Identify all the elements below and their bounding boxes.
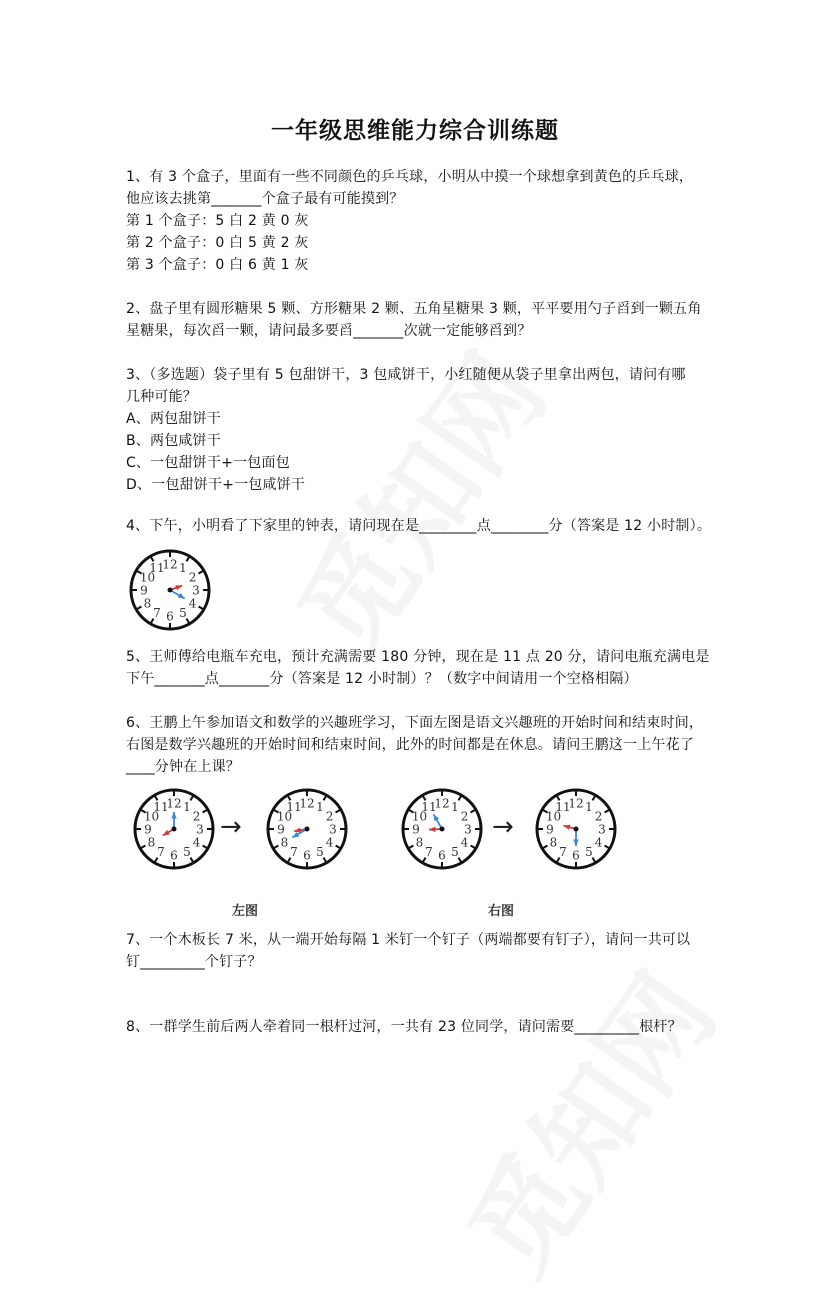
clock-numeral: 4 [192,835,201,850]
question-text: 2、盘子里有圆形糖果 5 颗、方形糖果 2 颗、五角星糖果 3 颗，平平要用勺子舀到一颗五角 [126,301,702,317]
question-text: 第 2 个盒子：0 白 5 黄 2 灰 [126,235,309,251]
question-text: 他应该去挑第_______个盒子最有可能摸到？ [126,191,404,207]
arrow-icon: → [220,812,242,842]
clock-image [132,787,216,871]
clock-image [534,787,618,871]
clock-numeral: 4 [188,596,197,611]
clock-center [440,827,445,832]
clock-numeral: 3 [329,822,337,837]
clock-numeral: 4 [460,835,469,850]
clock-numeral: 2 [325,809,334,824]
question-text: 4、下午，小明看了下家里的钟表，请问现在是________点________分（答案是 12 小时制）。 [126,518,712,534]
clock-numeral: 5 [585,845,593,860]
clock-numeral: 2 [192,809,201,824]
question-text: 5、王师傅给电瓶车充电，预计充满需要 180 分钟，现在是 11 点 20 分，请问电瓶充满电是 [126,649,710,665]
clock-numeral: 9 [277,822,285,837]
clock-numeral: 2 [460,809,469,824]
clock-numeral: 7 [153,606,161,621]
option-c: C、一包甜饼干+一包面包 [126,455,290,471]
clock-numeral: 6 [303,848,311,863]
question-text: 8、一群学生前后两人牵着同一根杆过河，一共有 23 位同学，请问需要_________根杆？ [126,1019,682,1035]
clock-numeral: 12 [568,796,584,811]
clock-numeral: 4 [325,835,334,850]
clock-numeral: 7 [290,845,298,860]
clock-numeral: 7 [425,845,433,860]
clock-numeral: 9 [144,822,152,837]
question-text: 几种可能？ [126,389,197,405]
question-text: 钉_________个钉子？ [126,954,262,970]
question-text: 1、有 3 个盒子，里面有一些不同颜色的乒乓球，小明从中摸一个球想拿到黄色的乒乓球， [126,169,694,185]
clock-numeral: 9 [546,822,554,837]
question-text: ____分钟在上课？ [126,759,240,775]
clock-numeral: 8 [415,835,424,850]
question-text: 第 1 个盒子：5 白 2 黄 0 灰 [126,213,309,229]
clock-numeral: 1 [585,799,593,814]
clock-numeral: 3 [196,822,204,837]
clock-numeral: 3 [598,822,606,837]
clock-center [574,827,579,832]
question-text: 下午_______点_______分（答案是 12 小时制）？（数字中间请用一个空格相隔） [126,671,638,687]
clock-numeral: 9 [140,583,148,598]
clock-numeral: 11 [153,799,169,814]
clock-numeral: 6 [170,848,178,863]
arrow-icon: → [492,812,514,842]
clock-numeral: 1 [316,799,324,814]
question-text: 星糖果，每次舀一颗，请问最多要舀_______次就一定能够舀到？ [126,323,532,339]
clock-numeral: 12 [434,796,450,811]
clock-numeral: 1 [179,560,187,575]
clock-numeral: 6 [572,848,580,863]
clock-numeral: 4 [594,835,603,850]
question-text: 7、一个木板长 7 米，从一端开始每隔 1 米钉一个钉子（两端都要有钉子），请问一共可以 [126,932,691,948]
clock-numeral: 6 [438,848,446,863]
option-a: A、两包甜饼干 [126,411,221,427]
clock-numeral: 9 [412,822,420,837]
watermark [426,939,745,1299]
clock-numeral: 12 [299,796,315,811]
clock-numeral: 2 [188,570,197,585]
clock-numeral: 5 [179,606,187,621]
clock-numeral: 7 [157,845,165,860]
clock-center [172,827,177,832]
clock-numeral: 10 [276,809,293,824]
clock-numeral: 1 [451,799,459,814]
clock-center [168,588,173,593]
clock-numeral: 1 [183,799,191,814]
clock-numeral: 10 [143,809,160,824]
caption-right: 右图 [488,904,515,919]
clock-numeral: 8 [147,835,156,850]
clock-image [400,787,484,871]
page-title: 一年级思维能力综合训练题 [271,118,559,144]
clock-numeral: 8 [280,835,289,850]
clock-numeral: 12 [162,557,178,572]
clock-numeral: 6 [166,609,174,624]
question-text: 右图是数学兴趣班的开始时间和结束时间，此外的时间都是在休息。请问王鹏这一上午花了 [126,737,694,753]
clock-numeral: 7 [559,845,567,860]
clock-numeral: 3 [464,822,472,837]
option-d: D、一包甜饼干+一包咸饼干 [126,477,306,493]
clock-numeral: 11 [421,799,437,814]
clock-numeral: 5 [316,845,324,860]
clock-numeral: 5 [183,845,191,860]
question-text: 6、王鹏上午参加语文和数学的兴趣班学习，下面左图是语文兴趣班的开始时间和结束时间， [126,715,704,731]
clock-numeral: 10 [139,570,156,585]
question-text: 第 3 个盒子：0 白 6 黄 1 灰 [126,257,309,273]
clock-numeral: 8 [549,835,558,850]
clock-numeral: 11 [149,560,165,575]
clock-center [305,827,310,832]
clock-numeral: 8 [143,596,152,611]
clock-numeral: 12 [166,796,182,811]
clock-numeral: 10 [545,809,562,824]
clock-image [128,548,212,632]
option-b: B、两包咸饼干 [126,433,222,449]
clock-numeral: 3 [192,583,200,598]
clock-image [265,787,349,871]
clock-numeral: 11 [286,799,302,814]
clock-numeral: 5 [451,845,459,860]
clock-numeral: 2 [594,809,603,824]
question-text: 3、（多选题）袋子里有 5 包甜饼干，3 包咸饼干，小红随便从袋子里拿出两包，请问有哪 [126,367,686,383]
clock-numeral: 10 [411,809,428,824]
caption-left: 左图 [232,904,259,919]
clock-numeral: 11 [555,799,571,814]
